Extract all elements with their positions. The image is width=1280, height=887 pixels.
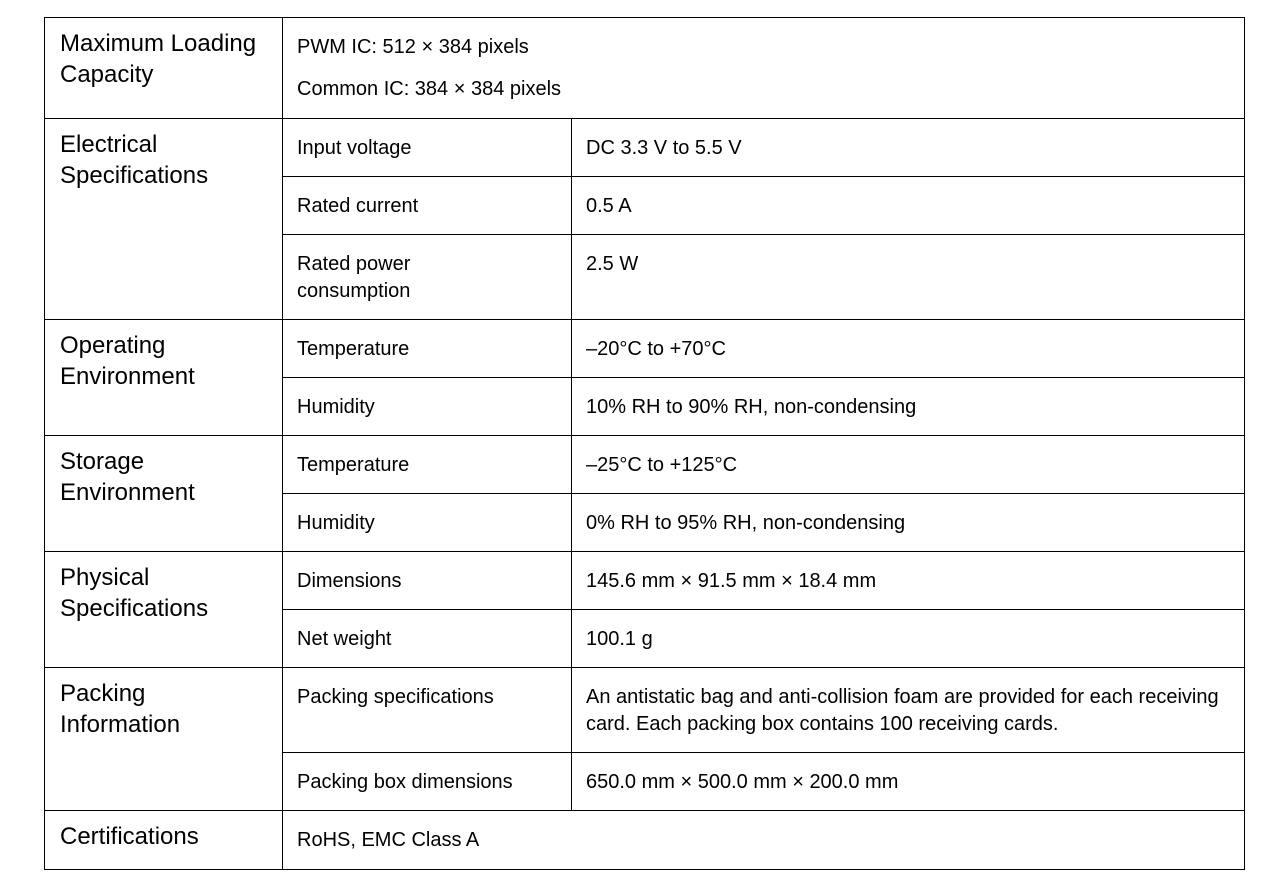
section-label-certifications: Certifications xyxy=(45,811,283,870)
value-cell: 100.1 g xyxy=(572,610,1245,668)
param-cell: Rated power consumption xyxy=(283,235,572,320)
param-cell: Packing specifications xyxy=(283,668,572,753)
table-row xyxy=(45,436,1245,494)
max-loading-pwm: PWM IC: 512 × 384 pixels xyxy=(297,36,529,58)
section-label-max-loading: Maximum Loading Capacity xyxy=(45,18,283,119)
param-cell: Temperature xyxy=(283,320,572,378)
value-cell: –25°C to +125°C xyxy=(572,436,1245,494)
value-cell: 2.5 W xyxy=(572,235,1245,320)
specifications-table xyxy=(44,17,1245,870)
param-cell: Net weight xyxy=(283,610,572,668)
param-cell: Dimensions xyxy=(283,552,572,610)
value-cell: 10% RH to 90% RH, non-condensing xyxy=(572,378,1245,436)
param-cell: Humidity xyxy=(283,494,572,552)
value-cell: An antistatic bag and anti-collision foam are provided for each receiving card. Each packing box contains 100 receiving cards. xyxy=(572,668,1245,753)
param-cell: Packing box dimensions xyxy=(283,753,572,811)
table-row-max-loading xyxy=(45,18,1245,119)
param-cell: Temperature xyxy=(283,436,572,494)
section-label-physical: Physical Specifications xyxy=(45,552,283,668)
table-row xyxy=(45,552,1245,610)
table-row xyxy=(45,320,1245,378)
value-cell: 145.6 mm × 91.5 mm × 18.4 mm xyxy=(572,552,1245,610)
param-cell: Input voltage xyxy=(283,119,572,177)
section-label-storage: Storage Environment xyxy=(45,436,283,552)
param-cell: Humidity xyxy=(283,378,572,436)
certifications-value: RoHS, EMC Class A xyxy=(283,811,1245,870)
table-row xyxy=(45,119,1245,177)
value-cell: 0% RH to 95% RH, non-condensing xyxy=(572,494,1245,552)
max-loading-values xyxy=(283,18,1245,119)
value-cell: 650.0 mm × 500.0 mm × 200.0 mm xyxy=(572,753,1245,811)
section-label-operating: Operating Environment xyxy=(45,320,283,436)
section-label-electrical: Electrical Specifications xyxy=(45,119,283,320)
max-loading-common: Common IC: 384 × 384 pixels xyxy=(297,78,562,100)
value-cell: –20°C to +70°C xyxy=(572,320,1245,378)
table-row xyxy=(45,668,1245,753)
section-label-packing: Packing Information xyxy=(45,668,283,811)
value-cell: DC 3.3 V to 5.5 V xyxy=(572,119,1245,177)
param-cell: Rated current xyxy=(283,177,572,235)
value-cell: 0.5 A xyxy=(572,177,1245,235)
table-row-certifications xyxy=(45,811,1245,870)
